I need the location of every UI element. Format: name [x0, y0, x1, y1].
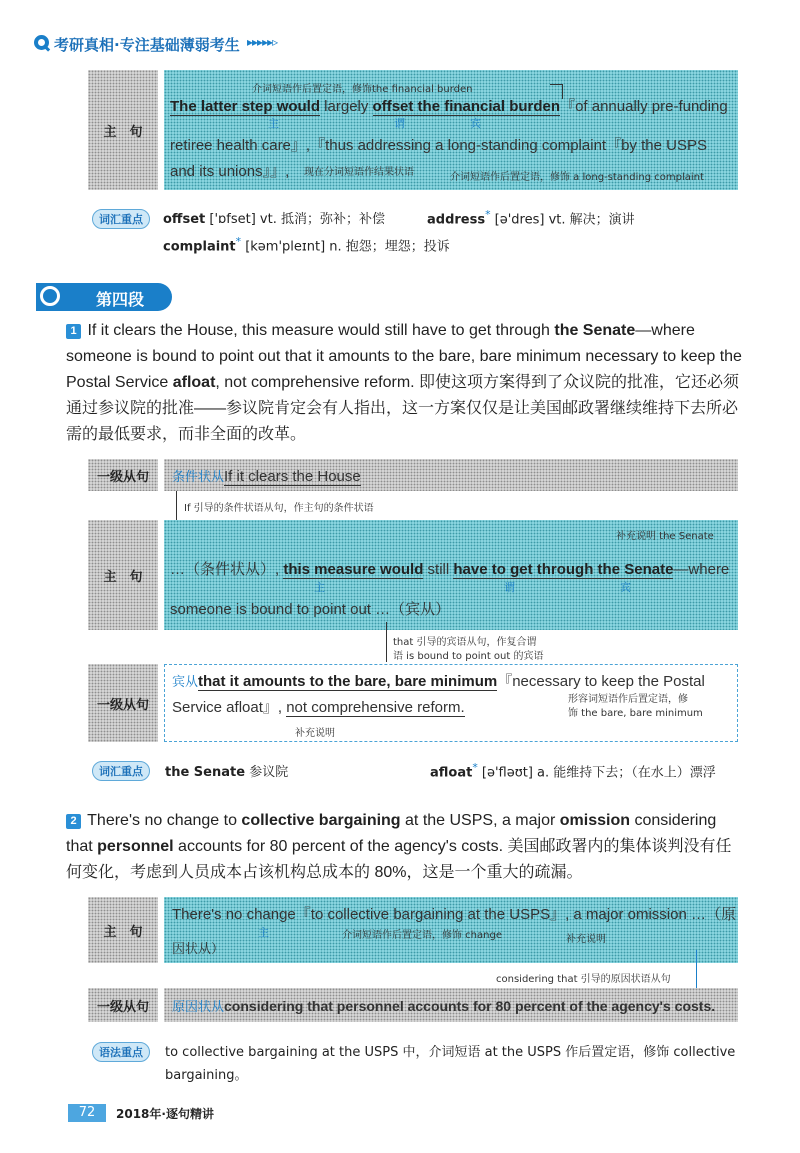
sentence-number: 2 [66, 814, 81, 829]
block2-object-line2: Service afloat』, not comprehensive reform. [172, 699, 465, 716]
block2-mark-object: 宾 [620, 581, 631, 594]
block1-annotation-top: 介词短语作后置定语，修饰the financial burden [252, 84, 473, 95]
block3-reason: 原因状从considering that personnel accounts for 80 percent of the agency's costs. [172, 998, 716, 1014]
block2-label-clause2: 一级从句 [88, 664, 158, 742]
header-arrows-icon: ▸▸▸▸▸▹ [247, 35, 278, 49]
block2-mark-predicate: 谓 [504, 581, 515, 594]
grammar-badge: 语法重点 [92, 1042, 150, 1062]
block2-annotation-that-1: that 引导的宾语从句，作复合谓 [393, 637, 537, 648]
block2-object-line1: 宾从that it amounts to the bare, bare minimum『necessary to keep the Postal [172, 673, 705, 690]
search-icon [40, 286, 60, 306]
block2-mark-subject: 主 [314, 581, 325, 594]
vocab2-senate: the Senate 参议院 [165, 765, 289, 780]
footer-title: 2018年·逐句精讲 [116, 1107, 214, 1121]
block1-annotation-bottom: 介词短语作后置定语，修饰 a long-standing complaint [450, 172, 704, 183]
header-title: 考研真相·专注基础薄弱考生 [54, 36, 240, 54]
block1-label: 主 句 [88, 70, 158, 190]
block1-line3: and its unions』』, [170, 163, 290, 180]
block2-annotation-supplement: 补充说明 [295, 728, 335, 739]
search-logo-icon [34, 35, 49, 50]
paragraph-2: 2 There's no change to collective bargaining at the USPS, a major omission considering that personnel accounts for 80 percent of the agency's costs. 美国邮政署内的集体谈判没有任何变化，考虑到人员成本占该机构总成本的 80%，这是一个重大的疏漏。 [66, 812, 732, 881]
block2-main-line1: …（条件状从）, this measure would still have to get through the Senate—where [170, 561, 730, 578]
block2-annotation-senate: 补充说明 the Senate [616, 531, 714, 542]
vocab1-complaint: complaint* [kəm'pleɪnt] n. 抱怨；埋怨；投诉 [163, 235, 450, 255]
page-number: 72 [68, 1104, 106, 1122]
block3-line1: There's no change『to collective bargaining at the USPS』, a major omission …（原 [172, 906, 736, 923]
vocab1-offset: offset ['ɒfset] vt. 抵消；弥补；补偿 [163, 212, 385, 227]
block2-that-line [386, 622, 387, 662]
block3-label-main: 主 句 [88, 897, 158, 963]
block3-label-clause: 一级从句 [88, 988, 158, 1022]
block2-annotation-adj-2: 饰 the bare, bare minimum [568, 708, 703, 719]
sentence-number: 1 [66, 324, 81, 339]
block2-condition: 条件状从If it clears the House [172, 468, 361, 485]
grammar-line2: bargaining。 [165, 1068, 248, 1083]
block1-line2: retiree health care』,『thus addressing a long-standing complaint『by the USPS [170, 137, 707, 154]
block3-line2: 因状从） [172, 941, 225, 956]
block2-annotation-that-2: 语 is bound to point out 的宾语 [393, 651, 544, 662]
block3-annotation-reason: considering that 引导的原因状语从句 [496, 974, 671, 985]
block1-mark-object: 宾 [470, 117, 481, 130]
block1-line1: The latter step would largely offset the financial burden『of annually pre-funding [170, 98, 728, 115]
block2-label-main: 主 句 [88, 520, 158, 630]
block2-annotation-if: If 引导的条件状语从句，作主句的条件状语 [184, 503, 374, 514]
paragraph-1: 1 If it clears the House, this measure would still have to get through the Senate—where someone is bound to point out that it amounts to the bare, bare minimum necessary to keep the Postal Service afloat, not comprehensive reform. 即使这项方案得到了众议院的批准，它还必须通过参议院的批准——参议院肯定会有人指出，这一方案仅仅是让美国邮政署继续维持下去所必需的最低要求，而非全面的改革。 [66, 322, 742, 443]
section-heading: 第四段 [36, 283, 172, 311]
vocab1-address: address* [ə'dres] vt. 解决；演讲 [427, 208, 635, 228]
grammar-line1: to collective bargaining at the USPS 中，介词短语 at the USPS 作后置定语，修饰 collective [165, 1045, 736, 1060]
block3-mark-subject: 主 [258, 926, 269, 939]
block2-main-line2: someone is bound to point out …（宾从） [170, 601, 451, 618]
vocab1-badge: 词汇重点 [92, 209, 150, 229]
vocab2-afloat: afloat* [ə'fləʊt] a. 能维持下去；（在水上）漂浮 [430, 761, 716, 781]
block1-annotation-result: 现在分词短语作结果状语 [304, 167, 414, 178]
block3-reason-line [696, 950, 697, 988]
block3-annotation-prep: 介词短语作后置定语，修饰 change [342, 930, 502, 941]
block1-mark-predicate: 谓 [394, 117, 405, 130]
block3-annotation-supplement: 补充说明 [566, 934, 606, 945]
block2-annotation-adj-1: 形容词短语作后置定语，修 [568, 694, 688, 705]
vocab2-badge: 词汇重点 [92, 761, 150, 781]
block1-mark-subject: 主 [268, 117, 279, 130]
block2-label-clause1: 一级从句 [88, 459, 158, 491]
